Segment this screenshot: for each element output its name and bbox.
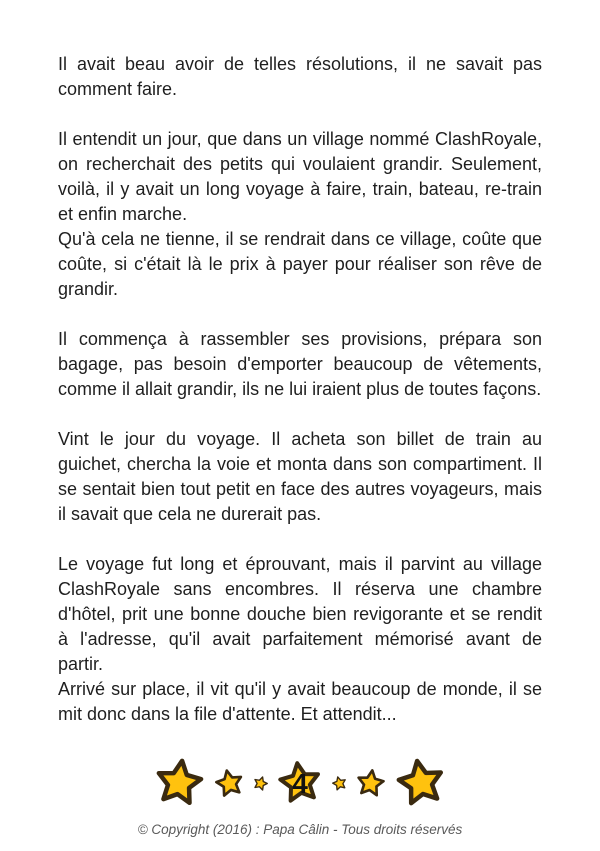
story-paragraph: Il entendit un jour, que dans un village nommé ClashRoyale, on recherchait des petits qui voulaient grandir. Seulement, voilà, il y avait un long voyage à faire, train, bateau, re-train et enfin marche.: [58, 129, 542, 224]
copyright-notice: © Copyright (2016) : Papa Câlin - Tous droits réservés: [137, 822, 463, 837]
story-paragraph: Le voyage fut long et éprouvant, mais il parvint au village ClashRoyale sans encombres. Il réserva une chambre d'hôtel, prit une bonne douche bien revigorante et se rendit à l'adresse, qu'il avait parfaitement mémorisé avant de partir.: [58, 554, 542, 674]
story-paragraph: Vint le jour du voyage. Il acheta son billet de train au guichet, chercha la voie et monta dans son compartiment. Il se sentait bien tout petit en face des autres voyageurs, mais il savait que cela ne durerait pas.: [58, 429, 542, 524]
page-number-stars: [0, 755, 600, 811]
star-icon: [250, 772, 271, 793]
story-paragraph: Il avait beau avoir de telles résolutions, il ne savait pas comment faire.: [58, 54, 542, 99]
page-number-star-icon: [275, 758, 325, 808]
story-text-block: [58, 52, 542, 727]
star-icon: [389, 751, 454, 816]
story-paragraph: Il commença à rassembler ses provisions, prépara son bagage, pas besoin d'emporter beaucoup de vêtements, comme il allait grandir, ils ne lui iraient plus de toutes façons.: [58, 329, 542, 399]
story-paragraph: Arrivé sur place, il vit qu'il y avait beaucoup de monde, il se mit donc dans la file d'attente. Et attendit...: [58, 679, 542, 724]
story-paragraph: Qu'à cela ne tienne, il se rendrait dans ce village, coûte que coûte, si c'était là le prix à payer pour réaliser son rêve de grandir.: [58, 229, 542, 299]
star-icon: [210, 763, 249, 802]
page-number: 4: [292, 768, 308, 799]
star-icon: [352, 764, 389, 801]
star-icon: [329, 773, 350, 794]
star-icon: [147, 751, 210, 814]
